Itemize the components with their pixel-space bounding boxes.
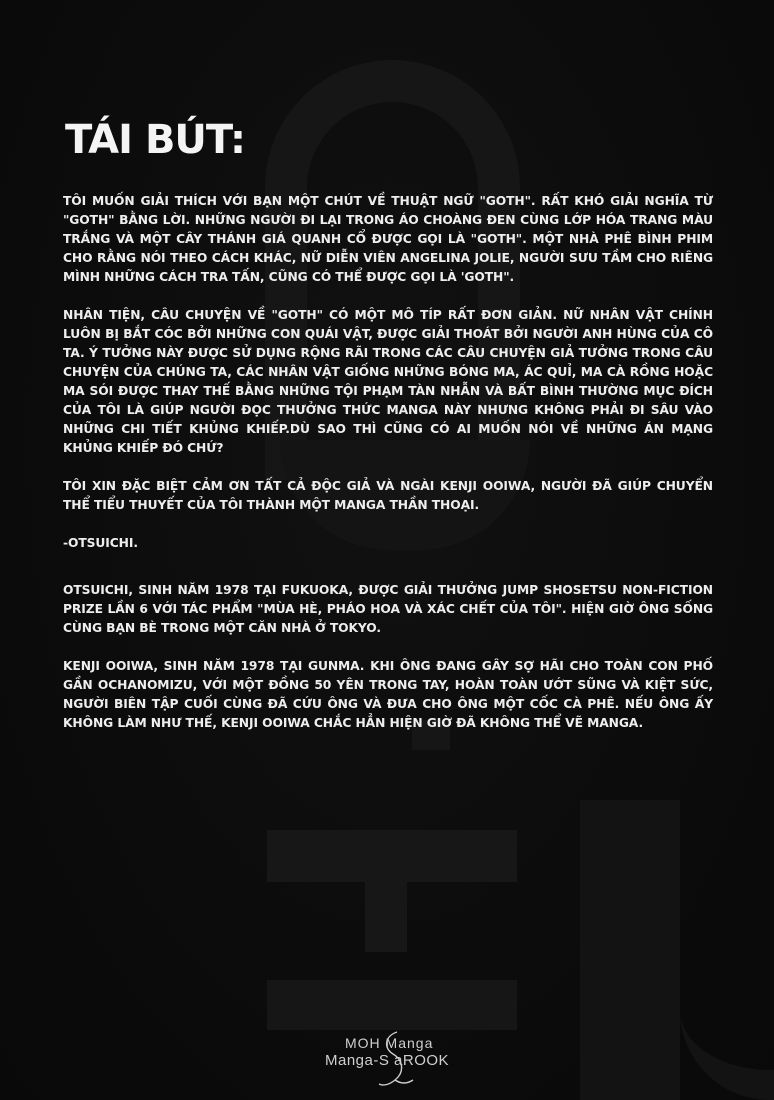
paragraph-goth-story: NHÂN TIỆN, CÂU CHUYỆN VỀ "GOTH" CÓ MỘT MÔ TÍP RẤT ĐƠN GIẢN. NỮ NHÂN VẬT CHÍNH LUÔN BỊ BẮT CÓC BỞI NHỮNG CON QUÁI VẬT, ĐƯỢC GIẢI THOÁT BỞI NGƯỜI ANH HÙNG CỦA CÔ TA. Ý TƯỞNG NÀY ĐƯỢC SỬ DỤNG RỘNG RÃI TRONG CÁC CÂU CHUYỆN GIẢ TƯỞNG TRONG CÂU CHUYỆN CỦA CHÚNG TA, CÁC NHÂN VẬT GIỐNG NHỮNG BÓNG MA, ÁC QUỈ, MA CÀ RỒNG HOẶC MA SÓI ĐƯỢC THAY THẾ BẰNG NHỮNG TỘI PHẠM TÀN NHẪN VÀ BẤT BÌNH THƯỜNG MỤC ĐÍCH CỦA TÔI LÀ GIÚP NGƯỜI ĐỌC THƯỞNG THỨC MANGA NÀY NHƯNG KHÔNG PHẢI ĐI SÂU VÀO NHỮNG CHI TIẾT KHỦNG KHIẾP.DÙ SAO THÌ CŨNG CÓ AI MUỐN NÓI VỀ NHỮNG ÁN MẠNG KHỦNG KHIẾP ĐÓ CHỨ? [63,308,713,455]
page-title: TÁI BÚT: [65,117,246,163]
background-h-glyph [580,800,680,1100]
author-signature: -OTSUICHI. [63,536,138,550]
paragraph-goth-definition: TÔI MUỐN GIẢI THÍCH VỚI BẠN MỘT CHÚT VỀ THUẬT NGỮ "GOTH". RẤT KHÓ GIẢI NGHĨA TỪ "GOTH" BẰNG LỜI. NHỮNG NGƯỜI ĐI LẠI TRONG ÁO CHOÀNG ĐEN CÙNG LỚP HÓA TRANG MÀU TRẮNG VÀ MỘT CÂY THÁNH GIÁ QUANH CỔ ĐƯỢC GỌI LÀ "GOTH". MỘT NHÀ PHÊ BÌNH PHIM CHO RẰNG NÓI THEO CÁCH KHÁC, NỮ DIỄN VIÊN ANGELINA JOLIE, NGƯỜI SƯU TẦM CHO RIÊNG MÌNH NHỮNG CÁCH TRA TẤN, CŨNG CÓ THỂ ĐƯỢC GỌI LÀ 'GOTH". [63,194,713,284]
afterword-content [63,118,713,752]
paragraph-ooiwa-bio: KENJI OOIWA, SINH NĂM 1978 TẠI GUNMA. KHI ÔNG ĐANG GÂY SỢ HÃI CHO TOÀN CON PHỐ GẦN OCHANOMIZU, VỚI MỘT ĐỒNG 50 YÊN TRONG TAY, HOÀN TOÀN ƯỚT SŨNG VÀ KIỆT SỨC, NGƯỜI BIÊN TẬP CUỐI CÙNG ĐÃ CỨU ÔNG VÀ ĐƯA CHO ÔNG MỘT CỐC CÀ PHÊ. NẾU ÔNG ẤY KHÔNG LÀM NHƯ THẾ, KENJI OOIWA CHẮC HẲN HIỆN GIỜ ĐÃ KHÔNG THỂ VẼ MANGA. [63,659,713,730]
watermark-line-2: Manga-S aROOK [325,1052,450,1069]
background-t-glyph-base [267,980,517,1030]
scanlation-watermark [325,1030,490,1090]
watermark-line-1: MOH Manga [345,1035,434,1051]
paragraph-otsuichi-bio: OTSUICHI, SINH NĂM 1978 TẠI FUKUOKA, ĐƯỢC GIẢI THƯỞNG JUMP SHOSETSU NON-FICTION PRIZE LẦN 6 VỚI TÁC PHẨM "MÙA HÈ, PHÁO HOA VÀ XÁC CHẾT CỦA TÔI". HIỆN GIỜ ÔNG SỐNG CÙNG BẠN BÈ TRONG MỘT CĂN NHÀ Ở TOKYO. [63,583,713,635]
background-curve-glyph [680,880,774,1100]
background-t-glyph-stem [365,880,407,952]
background-t-glyph-top [267,830,517,882]
paragraph-thanks: TÔI XIN ĐẶC BIỆT CẢM ƠN TẤT CẢ ĐỘC GIẢ VÀ NGÀI KENJI OOIWA, NGƯỜI ĐÃ GIÚP CHUYỂN THỂ TIỂU THUYẾT CỦA TÔI THÀNH MỘT MANGA THẦN THOẠI. [63,479,713,512]
